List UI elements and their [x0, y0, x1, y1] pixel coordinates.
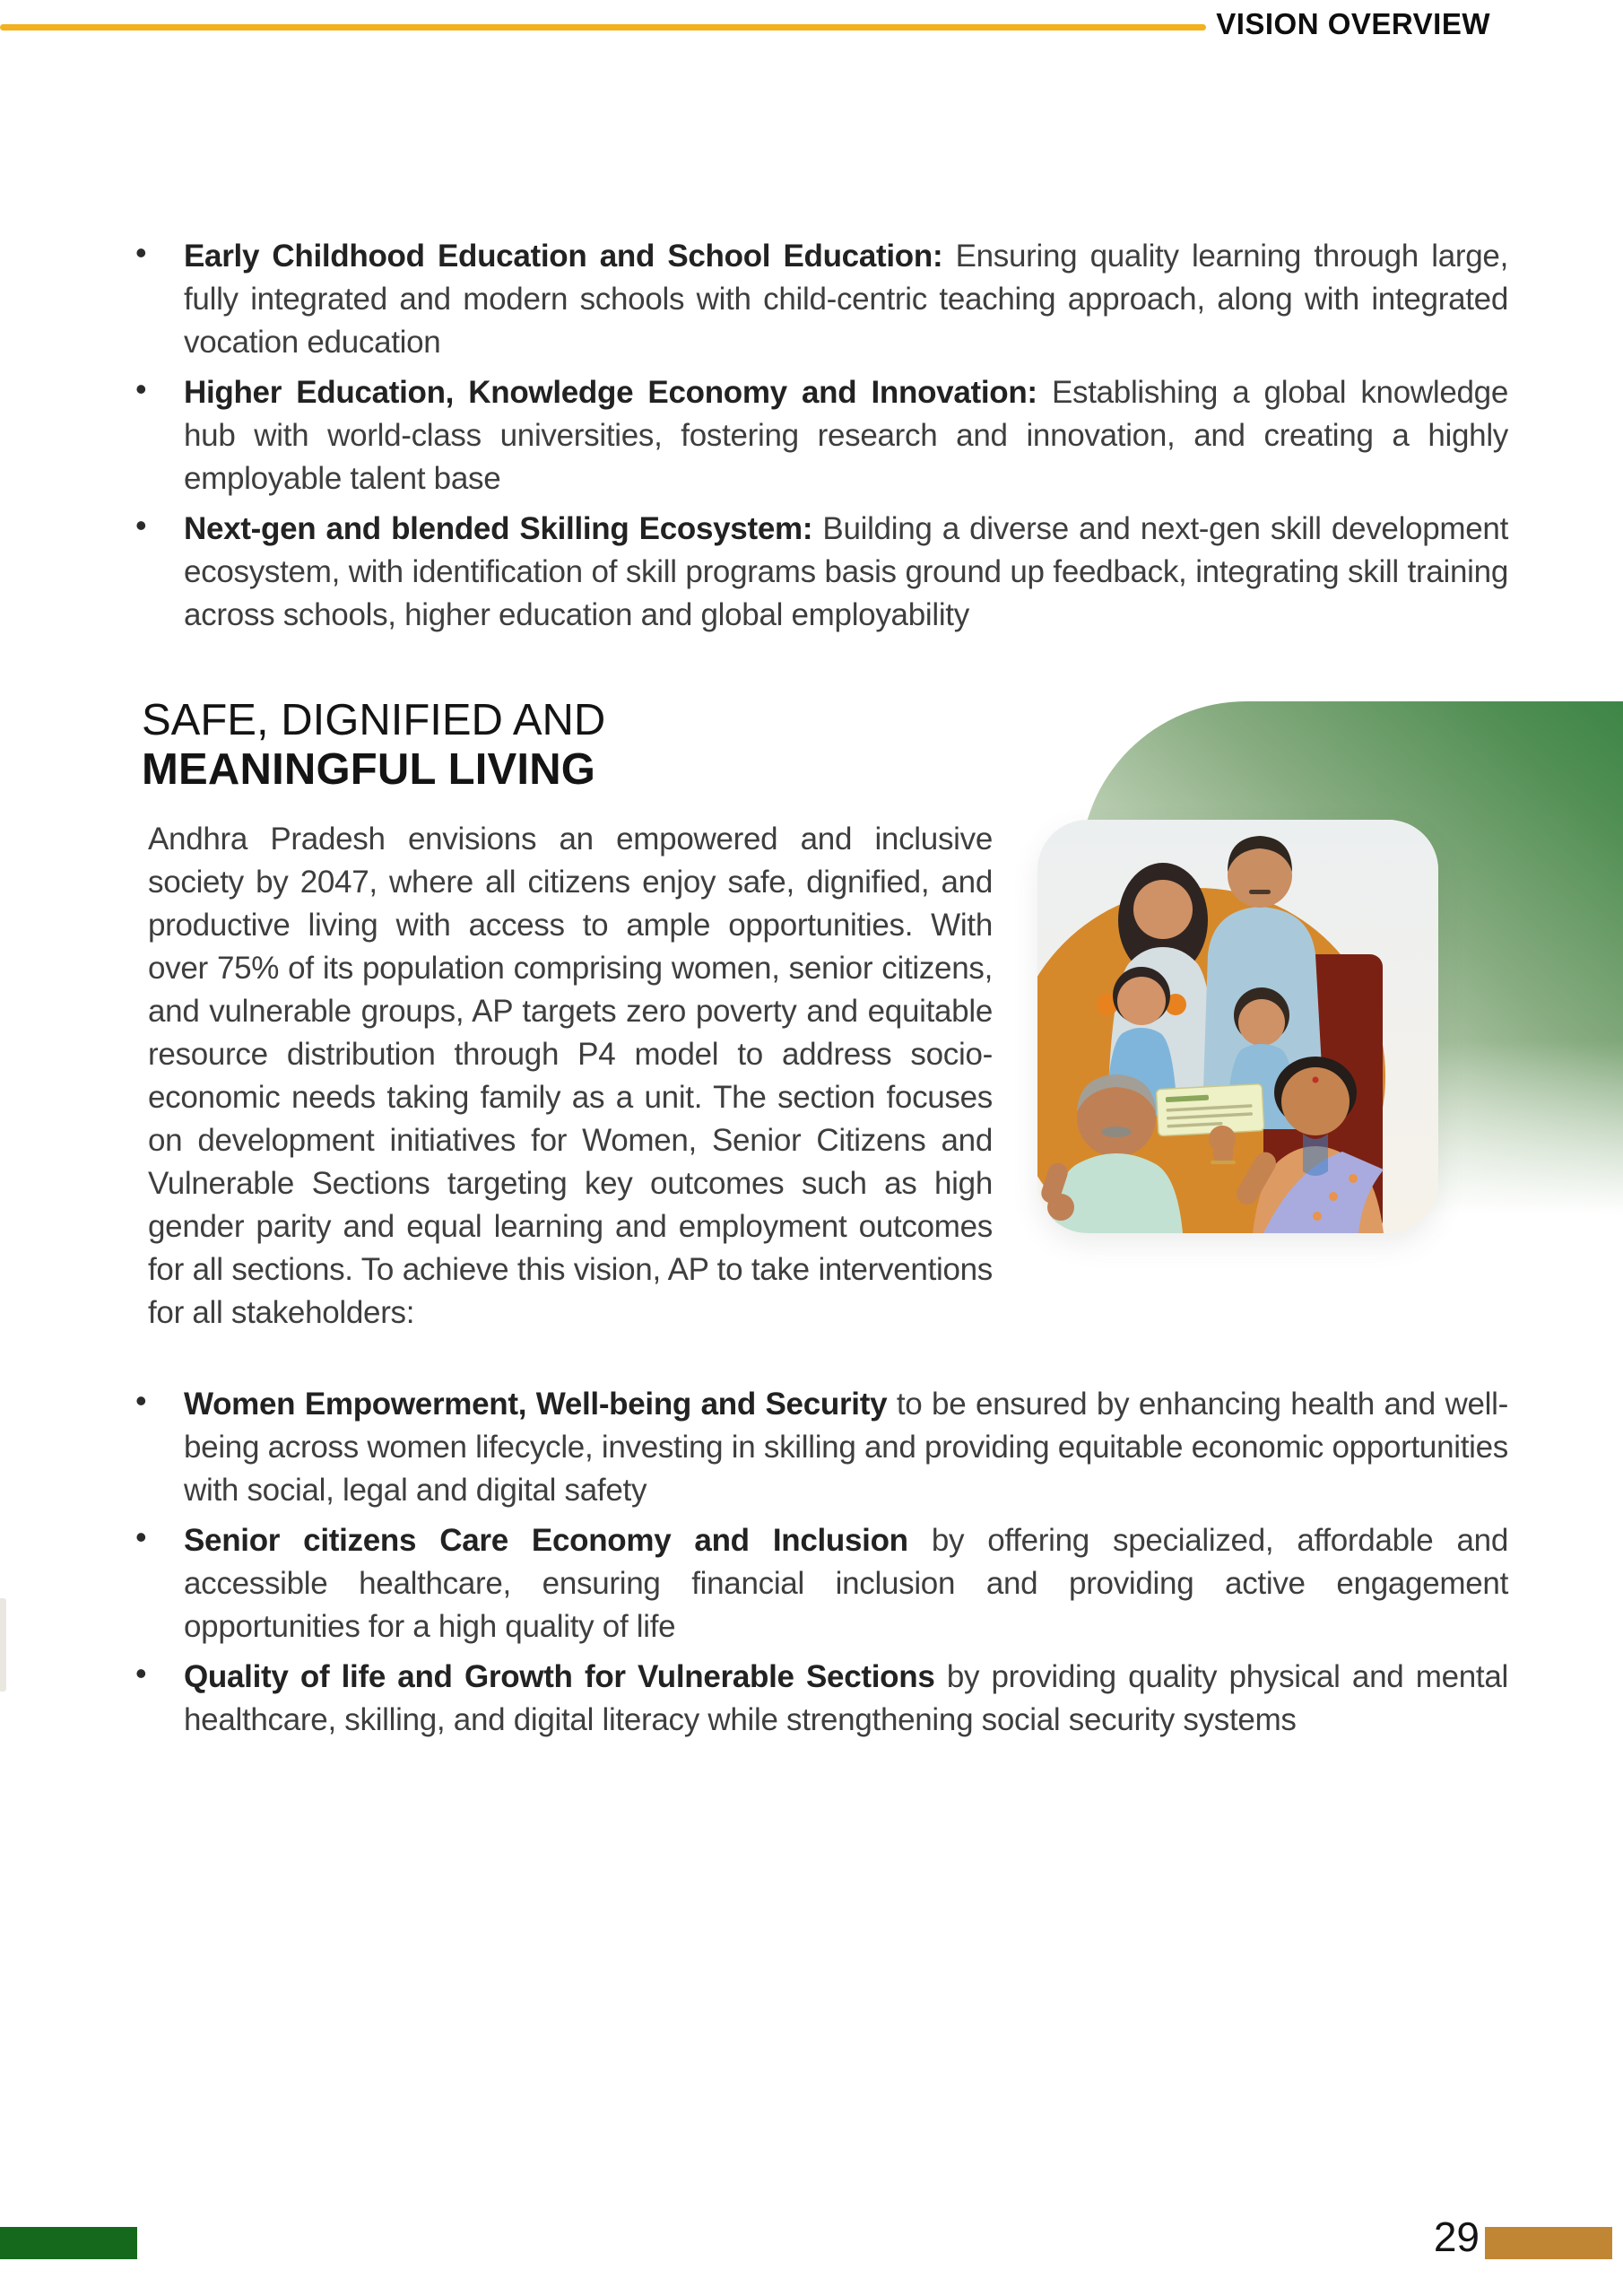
list-item — [135, 1655, 1508, 1742]
bullet-lead: Quality of life and Growth for Vulnerable Sections — [184, 1659, 935, 1694]
bullet-text: by offering specialized, affordable and accessible healthcare, ensuring financial inclusion and providing active engagement opportunities for a high quality of life — [184, 1523, 1508, 1644]
bangle — [1211, 1161, 1236, 1164]
page-header-title: VISION OVERVIEW — [1216, 7, 1490, 40]
list-item — [135, 507, 1508, 637]
section-heading-line2: MEANINGFUL LIVING — [142, 745, 596, 794]
section-paragraph: Andhra Pradesh envisions an empowered and inclusive society by 2047, where all citizens enjoy safe, dignified, and productive living with access to ample opportunities. With over 75% of its population comprising women, senior citizens, and vulnerable groups, AP targets zero poverty and equitable resource distribution through P4 model to address socio-economic needs taking family as a unit. The section focuses on development initiatives for Women, Senior Citizens and Vulnerable Sections targeting key outcomes such as high gender parity and equal learning and employment outcomes for all sections. To achieve this vision, AP to take interventions for all stakeholders: — [148, 822, 993, 1330]
left-edge-artifact — [0, 1598, 6, 1692]
bullet-text: by providing quality physical and mental healthcare, skilling, and digital literacy while strengthening social security systems — [184, 1659, 1508, 1737]
necklace — [1303, 1134, 1328, 1176]
header-accent-line — [0, 24, 1206, 30]
family-photo-card — [1037, 820, 1438, 1233]
bullet-lead: Higher Education, Knowledge Economy and Innovation: — [184, 375, 1037, 410]
bullet-icon: • — [135, 1655, 147, 1692]
family-photo — [1037, 820, 1438, 1233]
bullet-text: Ensuring quality learning through large, fully integrated and modern schools with child-centric teaching approach, along with integrated vocation education — [184, 239, 1508, 360]
bullet-lead: Early Childhood Education and School Education: — [184, 239, 943, 274]
bullet-icon: • — [135, 234, 147, 271]
bullet-icon: • — [135, 370, 147, 407]
stakeholder-bullet-list — [135, 1382, 1508, 1749]
list-item — [135, 1518, 1508, 1648]
list-item — [135, 234, 1508, 364]
bullet-icon: • — [135, 1382, 147, 1419]
bullet-lead: Next-gen and blended Skilling Ecosystem: — [184, 511, 813, 546]
bullet-lead: Senior citizens Care Economy and Inclusion — [184, 1523, 908, 1558]
list-item — [135, 1382, 1508, 1512]
bullet-icon: • — [135, 507, 147, 544]
bullet-text: Building a diverse and next-gen skill development ecosystem, with identification of skill programs basis ground up feedback, integrating skill training across schools, higher education and global employability — [184, 511, 1508, 632]
wrist — [1213, 1135, 1233, 1162]
list-item — [135, 370, 1508, 500]
bullet-text: to be ensured by enhancing health and well-being across women lifecycle, investing in skilling and providing equitable economic opportunities with social, legal and digital safety — [184, 1387, 1508, 1508]
section-heading-line1: SAFE, DIGNIFIED AND — [142, 696, 606, 744]
bullet-icon: • — [135, 1518, 147, 1555]
page-number: 29 — [1433, 2213, 1480, 2260]
footer-orange-bar — [1485, 2227, 1612, 2259]
education-bullet-list — [135, 234, 1508, 644]
bank-cheque — [1156, 1084, 1264, 1136]
footer-green-bar — [0, 2227, 137, 2259]
bullet-lead: Women Empowerment, Well-being and Security — [184, 1387, 888, 1422]
bullet-text: Establishing a global knowledge hub with world-class universities, fostering research and innovation, and creating a highly employable talent base — [184, 375, 1508, 496]
section-heading — [142, 696, 605, 795]
